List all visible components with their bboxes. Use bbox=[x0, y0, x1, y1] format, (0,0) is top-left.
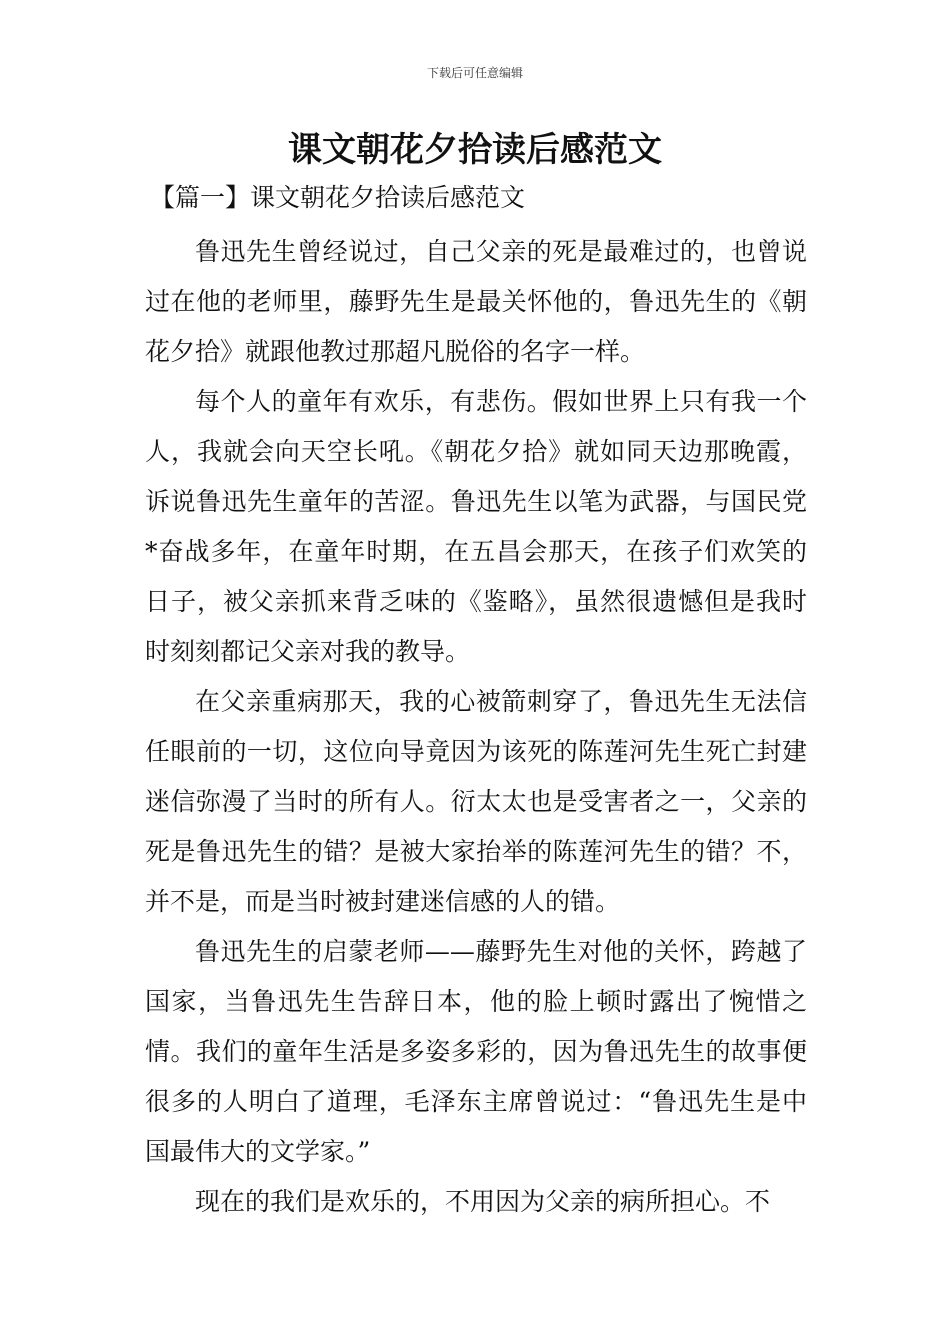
paragraph-4: 鲁迅先生的启蒙老师——藤野先生对他的关怀，跨越了国家，当鲁迅先生告辞日本，他的脸上顿时露出了惋惜之情。我们的童年生活是多姿多彩的，因为鲁迅先生的故事便很多的人明白了道理，毛泽东主席曾说过：“鲁迅先生是中国最伟大的文学家。” bbox=[145, 937, 807, 1166]
section-heading: 【篇一】课文朝花夕拾读后感范文 bbox=[150, 183, 526, 212]
paragraph-3: 在父亲重病那天，我的心被箭刺穿了，鲁迅先生无法信任眼前的一切，这位向导竟因为该死的陈莲河先生死亡封建迷信弥漫了当时的所有人。衍太太也是受害者之一，父亲的死是鲁迅先生的错？是被大家抬举的陈莲河先生的错？不，并不是，而是当时被封建迷信感的人的错。 bbox=[145, 687, 807, 916]
header-note: 下载后可任意编辑 bbox=[426, 66, 523, 80]
article-body bbox=[145, 227, 807, 1227]
paragraph-2: 每个人的童年有欢乐，有悲伤。假如世界上只有我一个人，我就会向天空长吼。《朝花夕拾》就如同天边那晚霞，诉说鲁迅先生童年的苦涩。鲁迅先生以笔为武器，与国民党*奋战多年，在童年时期，在五昌会那天，在孩子们欢笑的日子，被父亲抓来背乏味的《鉴略》，虽然很遗憾但是我时时刻刻都记父亲对我的教导。 bbox=[145, 387, 807, 666]
document-title: 课文朝花夕拾读后感范文 bbox=[288, 130, 662, 170]
paragraph-1: 鲁迅先生曾经说过，自己父亲的死是最难过的，也曾说过在他的老师里，藤野先生是最关怀他的，鲁迅先生的《朝花夕拾》就跟他教过那超凡脱俗的名字一样。 bbox=[145, 237, 807, 366]
paragraph-5: 现在的我们是欢乐的，不用因为父亲的病所担心。不 bbox=[195, 1187, 771, 1216]
